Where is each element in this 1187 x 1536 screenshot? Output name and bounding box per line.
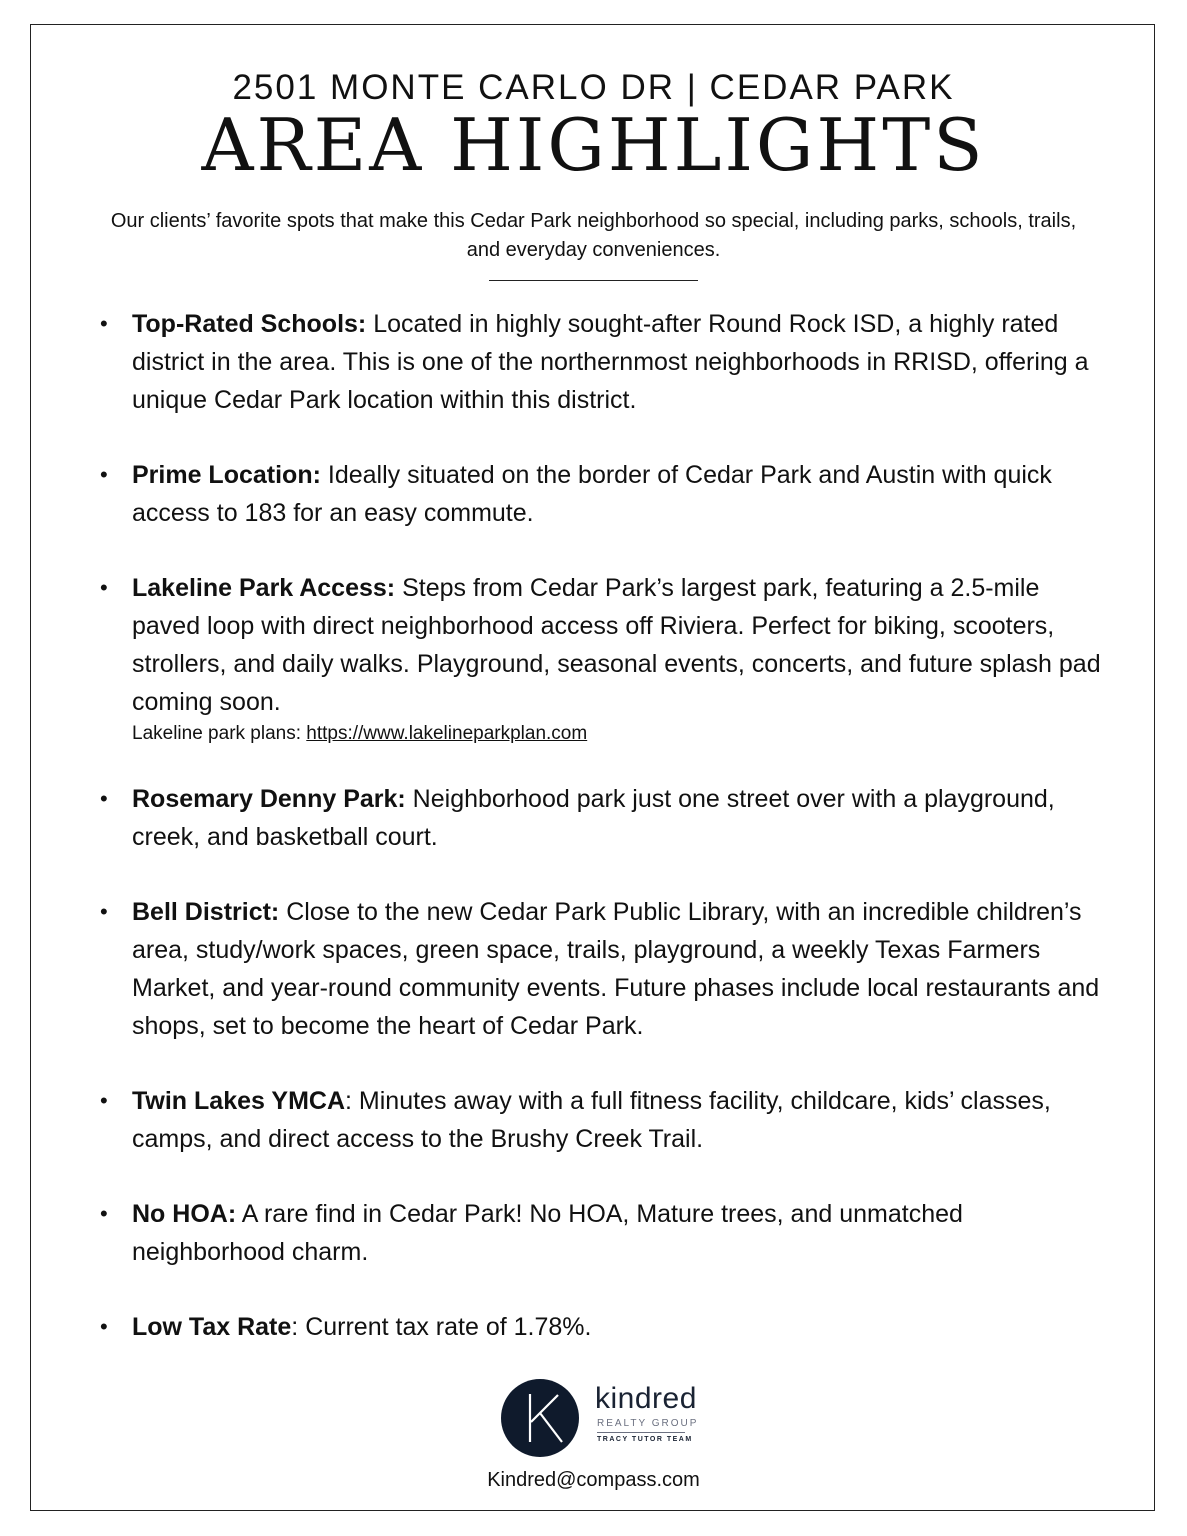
highlight-rosemary-denny-park — [100, 780, 1110, 856]
logo-wordmark: kindred — [595, 1382, 697, 1415]
highlight-term: Prime Location: — [132, 461, 321, 489]
highlight-text: Steps from Cedar Park’s largest park, featuring a 2.5-mile paved loop with direct neighborhood access off Riviera. Perfect for biking, scooters, strollers, and daily walks. Playground, seasonal events, concerts, and future splash pad coming soon. — [132, 574, 1101, 716]
highlight-text: Close to the new Cedar Park Public Library, with an incredible children’s area, study/work spaces, green space, trails, playground, a weekly Texas Farmers Market, and year-round community events. Future phases include local restaurants and shops, set to become the heart of Cedar Park. — [132, 898, 1100, 1040]
highlight-prime-location — [100, 456, 1110, 532]
logo-rule — [597, 1432, 685, 1433]
highlight-text: Neighborhood park just one street over with a playground, creek, and basketball court. — [132, 785, 1055, 851]
highlight-top-rated-schools — [100, 305, 1110, 419]
highlight-twin-lakes-ymca — [100, 1082, 1110, 1158]
highlight-bell-district — [100, 893, 1110, 1045]
bullet-icon: • — [100, 311, 108, 336]
highlights-list — [100, 305, 1110, 1346]
highlight-text: Located in highly sought-after Round Rock ISD, a highly rated district in the area. This is one of the northernmost neighborhoods in RRISD, offering a unique Cedar Park location within this district. — [132, 310, 1089, 414]
lakeline-plans-note — [132, 721, 1110, 747]
highlight-term: Rosemary Denny Park: — [132, 785, 406, 813]
logo-subtitle: REALTY GROUP — [597, 1418, 699, 1429]
highlight-text: Ideally situated on the border of Cedar Park and Austin with quick access to 183 for an easy commute. — [132, 461, 1052, 527]
kindred-k-icon — [500, 1378, 580, 1458]
divider — [489, 280, 698, 281]
property-address: 2501 MONTE CARLO DR | CEDAR PARK — [232, 68, 955, 107]
kindred-logo — [500, 1378, 700, 1458]
bullet-icon: • — [100, 899, 108, 924]
bullet-icon: • — [100, 1088, 108, 1113]
bullet-icon: • — [100, 786, 108, 811]
bullet-icon: • — [100, 1314, 108, 1339]
page-title: AREA HIGHLIGHTS — [201, 103, 986, 187]
bullet-icon: • — [100, 462, 108, 487]
highlight-term: Low Tax Rate — [132, 1313, 292, 1341]
highlight-lakeline-park-access — [100, 569, 1110, 747]
lakeline-plans-label: Lakeline park plans: — [132, 723, 307, 744]
highlight-term: Lakeline Park Access: — [132, 574, 396, 602]
lakeline-plans-link[interactable]: https://www.lakelineparkplan.com — [306, 723, 588, 744]
highlight-text: A rare find in Cedar Park! No HOA, Mature trees, and unmatched neighborhood charm. — [132, 1200, 963, 1266]
bullet-icon: • — [100, 1201, 108, 1226]
bullet-icon: • — [100, 575, 108, 600]
highlight-term: Twin Lakes YMCA — [132, 1087, 346, 1115]
highlight-no-hoa — [100, 1195, 1110, 1271]
highlight-text: : Minutes away with a full fitness facility, childcare, kids’ classes, camps, and direct access to the Brushy Creek Trail. — [132, 1087, 1051, 1153]
intro-text: Our clients’ favorite spots that make this Cedar Park neighborhood so special, including parks, schools, trails, and everyday conveniences. — [110, 210, 1077, 261]
highlight-term: No HOA: — [132, 1200, 237, 1228]
highlight-low-tax-rate — [100, 1308, 1110, 1346]
highlight-term: Top-Rated Schools: — [132, 310, 367, 338]
logo-team: TRACY TUTOR TEAM — [597, 1436, 693, 1443]
highlight-text: : Current tax rate of 1.78%. — [291, 1313, 592, 1341]
contact-email[interactable]: Kindred@compass.com — [487, 1469, 700, 1491]
highlight-term: Bell District: — [132, 898, 280, 926]
